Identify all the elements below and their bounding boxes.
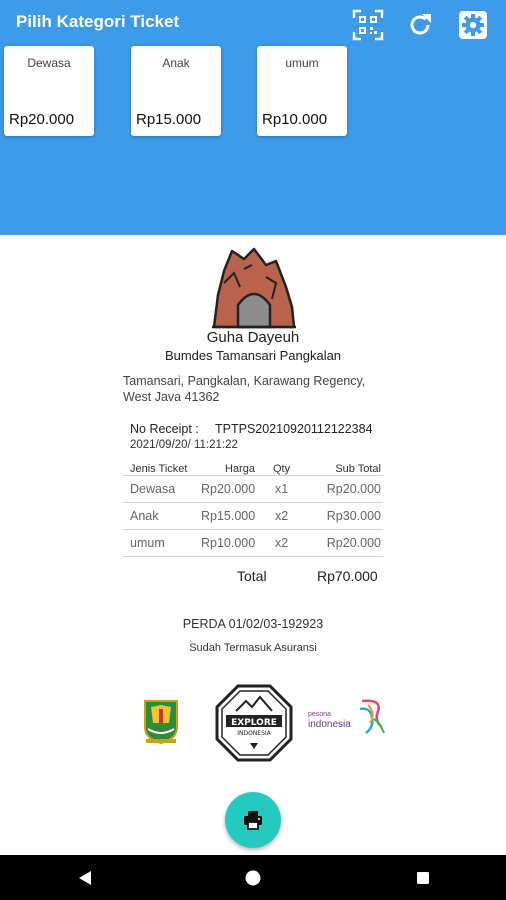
column-header-price: Harga (225, 463, 255, 475)
row-subtotal: Rp20.000 (326, 536, 381, 550)
refresh-icon (406, 11, 434, 39)
receipt-number: TPTPS20210920112122384 (215, 422, 373, 436)
garuda-swirl-icon (356, 697, 388, 737)
category-price: Rp20.000 (9, 111, 75, 128)
row-price: Rp10.000 (201, 536, 256, 550)
row-subtotal: Rp20.000 (326, 482, 381, 496)
category-price: Rp15.000 (136, 111, 202, 128)
category-price: Rp10.000 (262, 111, 328, 128)
recents-square-icon (415, 870, 431, 886)
category-card-dewasa[interactable] (4, 46, 94, 136)
explore-indonesia-logo-icon (214, 683, 294, 763)
row-price: Rp20.000 (201, 482, 256, 496)
column-header-ticket: Jenis Ticket (130, 463, 188, 475)
cave-logo-icon (210, 243, 298, 329)
nav-home-button[interactable] (242, 867, 264, 889)
qr-scan-button[interactable] (351, 8, 385, 42)
row-qty: x2 (275, 536, 289, 550)
column-header-qty: Qty (273, 463, 291, 475)
row-qty: x1 (275, 482, 289, 496)
system-navigation-bar (0, 855, 506, 900)
row-subtotal: Rp30.000 (326, 509, 381, 523)
printer-icon (242, 809, 264, 831)
wonderful-logo-line-1: pesona (308, 711, 331, 718)
place-address: Tamansari, Pangkalan, Karawang Regency, West Java 41362 (123, 374, 366, 404)
back-triangle-icon (77, 870, 93, 886)
row-ticket: Anak (130, 509, 159, 523)
row-ticket: umum (130, 536, 165, 550)
header-bar (0, 0, 506, 235)
receipt-datetime: 2021/09/20/ 11:21:22 (130, 439, 238, 451)
table-divider (123, 556, 383, 557)
category-name: umum (285, 56, 319, 70)
category-name: Dewasa (27, 56, 71, 70)
total-value: Rp70.000 (317, 568, 378, 584)
refresh-button[interactable] (403, 8, 437, 42)
nav-back-button[interactable] (74, 867, 96, 889)
settings-gear-icon (458, 10, 488, 40)
category-card-umum[interactable] (257, 46, 347, 136)
table-row (123, 502, 383, 529)
explore-logo-top-text: EXPLORE (231, 718, 277, 728)
category-card-anak[interactable] (131, 46, 221, 136)
perda-number: PERDA 01/02/03-192923 (182, 617, 324, 631)
column-header-subtotal: Sub Total (335, 463, 381, 475)
place-name: Guha Dayeuh (206, 329, 300, 346)
wonderful-logo-line-2: indonesia (308, 719, 351, 730)
row-price: Rp15.000 (201, 509, 256, 523)
total-label: Total (237, 568, 267, 584)
print-button[interactable] (225, 792, 281, 848)
row-ticket: Dewasa (130, 482, 176, 496)
settings-button[interactable] (456, 8, 490, 42)
row-qty: x2 (275, 509, 289, 523)
wonderful-indonesia-logo (308, 703, 388, 743)
west-java-emblem-icon (142, 697, 180, 745)
organization-name: Bumdes Tamansari Pangkalan (164, 348, 342, 363)
nav-recents-button[interactable] (412, 867, 434, 889)
qr-code-scan-icon (352, 9, 384, 41)
table-row (123, 475, 383, 502)
receipt-number-label: No Receipt : (130, 422, 199, 436)
home-circle-icon (244, 869, 262, 887)
page-title: Pilih Kategori Ticket (16, 12, 180, 31)
insurance-note: Sudah Termasuk Asuransi (189, 642, 317, 654)
explore-logo-bottom-text: INDONESIA (237, 730, 271, 737)
category-name: Anak (162, 56, 190, 70)
table-row (123, 529, 383, 556)
receipt-preview (0, 235, 506, 855)
